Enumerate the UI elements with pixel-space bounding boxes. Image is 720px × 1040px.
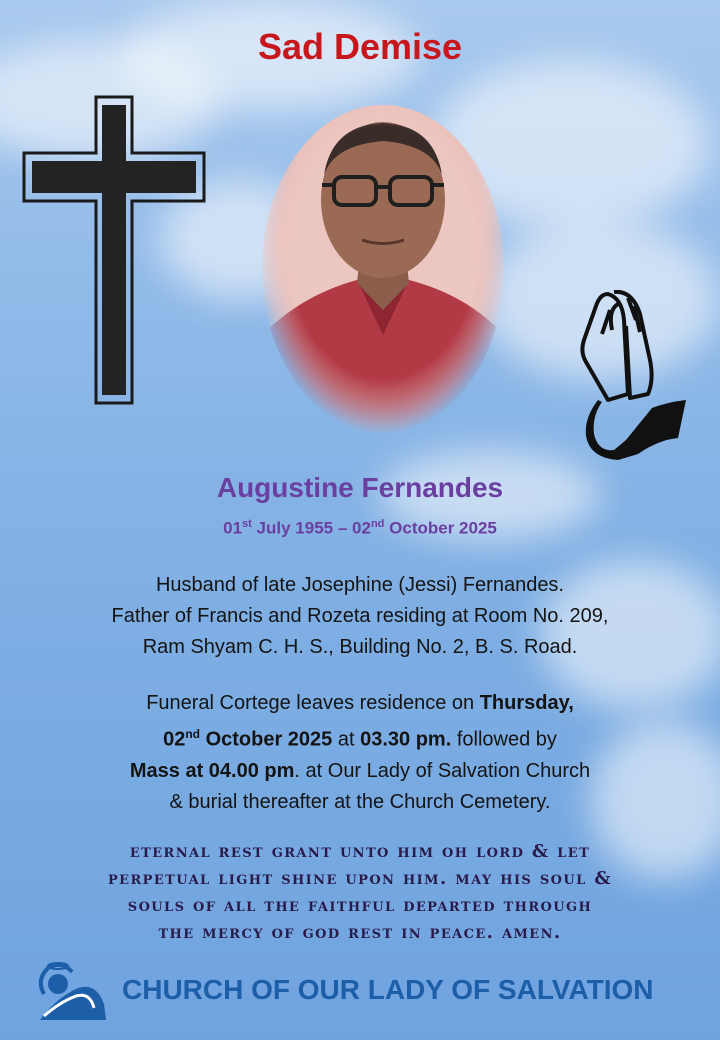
praying-hands-icon xyxy=(578,290,690,467)
death-day: 02 xyxy=(352,518,371,538)
page-title: Sad Demise xyxy=(257,26,463,67)
funeral-details xyxy=(0,688,720,818)
family-line: Husband of late Josephine (Jessi) Fernandes. xyxy=(155,574,564,596)
funeral-line xyxy=(0,719,720,756)
prayer-line: souls of all the faithful departed through xyxy=(127,895,593,916)
prayer-line: perpetual light shine upon him. may his soul & xyxy=(107,868,612,889)
birth-day: 01 xyxy=(223,518,243,538)
church-name: CHURCH OF OUR LADY OF SALVATION xyxy=(122,974,654,1005)
birth-suffix: st xyxy=(242,518,252,530)
funeral-line: & burial thereafter at the Church Cemetery. xyxy=(169,790,551,813)
prayer-text xyxy=(40,838,680,946)
family-line: Ram Shyam C. H. S., Building No. 2, B. S. Road. xyxy=(142,636,578,658)
funeral-date-suffix: nd xyxy=(185,727,200,741)
church-logo-icon xyxy=(30,958,108,1029)
prayer-line: the mercy of god rest in peace. amen. xyxy=(158,922,562,943)
life-dates xyxy=(0,518,720,539)
deceased-name: Augustine Fernandes xyxy=(216,472,504,503)
funeral-date-day: 02 xyxy=(163,728,186,751)
funeral-text: at xyxy=(337,728,355,751)
funeral-date: October 2025 xyxy=(205,728,333,751)
funeral-text: followed by xyxy=(456,728,557,751)
family-line: Father of Francis and Rozeta residing at Room No. 209, xyxy=(111,605,609,627)
funeral-line xyxy=(0,756,720,787)
funeral-text: . at Our Lady of Salvation Church xyxy=(294,759,591,782)
funeral-time: 03.30 pm. xyxy=(360,728,452,751)
portrait-photo xyxy=(262,105,504,433)
prayer-line: eternal rest grant unto him oh lord & let xyxy=(129,841,591,862)
funeral-day: Thursday, xyxy=(479,692,574,714)
funeral-line xyxy=(0,688,720,719)
death-suffix: nd xyxy=(370,518,385,530)
latin-cross-icon xyxy=(22,95,206,410)
birth-rest: July 1955 – xyxy=(256,518,348,538)
funeral-text: Funeral Cortege leaves residence on xyxy=(146,692,475,714)
mass-time: Mass at 04.00 pm xyxy=(129,759,295,782)
family-details xyxy=(0,570,720,663)
death-rest: October 2025 xyxy=(389,518,497,538)
